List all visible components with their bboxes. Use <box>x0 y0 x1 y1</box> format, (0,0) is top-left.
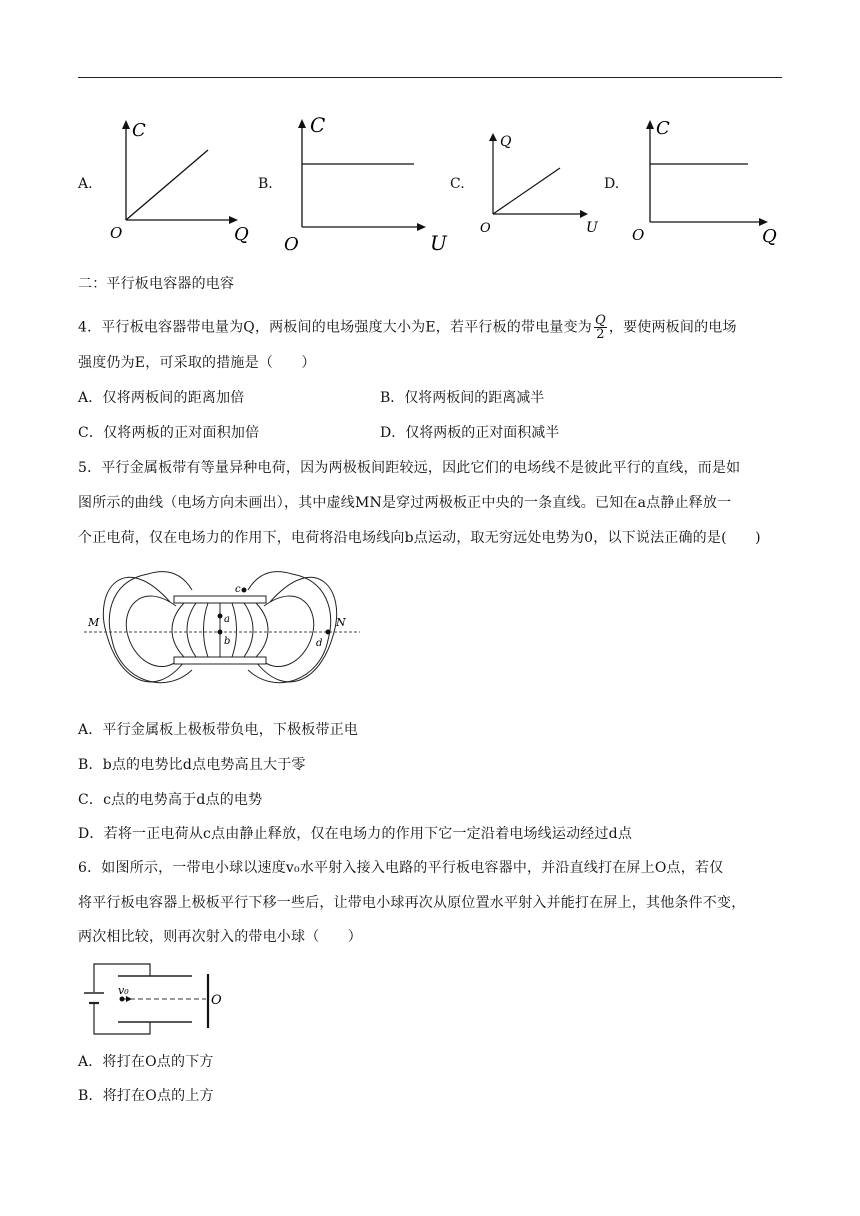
graph-d-x-label: Q <box>762 226 777 247</box>
q4-fraction <box>594 314 607 341</box>
graph-d <box>626 112 786 247</box>
q5-label-b: b <box>224 636 231 647</box>
q4-option-b: B．仅将两板间的距离减半 <box>380 390 545 406</box>
q6-label-v0: v₀ <box>118 984 129 997</box>
graph-d-y-label: C <box>656 118 670 139</box>
graph-c <box>478 126 618 241</box>
graph-b-x-label: U <box>430 231 447 255</box>
q5-field-figure <box>84 560 360 702</box>
graph-a <box>100 112 260 247</box>
q5-label-d: d <box>316 638 323 649</box>
option-c-letter: C. <box>450 176 465 192</box>
q6-label-O: O <box>211 993 222 1008</box>
graph-b-origin: O <box>284 234 299 255</box>
q4-line1-a: 4．平行板电容器带电量为Q，两板间的电场强度大小为E，若平行板的带电量变为 <box>78 319 593 336</box>
section-title: 二：平行板电容器的电容 <box>78 276 235 292</box>
q5-line2: 图所示的曲线（电场方向未画出），其中虚线MN是穿过两极板正中央的一条直线。已知在a点静止释放一 <box>78 495 732 511</box>
q4-line1 <box>78 314 737 341</box>
q5-line3: 个正电荷，仅在电场力的作用下，电荷将沿电场线向b点运动，取无穷远处电势为0，以下说法正确的是( ) <box>78 530 761 546</box>
q5-option-d: D．若将一正电荷从c点由静止释放，仅在电场力的作用下它一定沿着电场线运动经过d点 <box>78 826 633 842</box>
option-b-letter: B. <box>258 176 273 192</box>
q6-line1: 6．如图所示，一带电小球以速度v₀水平射入接入电路的平行板电容器中，并沿直线打在屏上O点，若仅 <box>78 860 724 876</box>
q5-option-a: A．平行金属板上极板带负电，下极板带正电 <box>78 722 359 738</box>
q5-label-N: N <box>336 616 346 629</box>
q6-option-b: B．将打在O点的上方 <box>78 1088 214 1104</box>
graph-a-y-label: C <box>132 120 146 141</box>
q5-label-c: c <box>235 584 241 595</box>
q4-option-a: A．仅将两板间的距离加倍 <box>78 390 245 406</box>
q4-option-d: D．仅将两板的正对面积减半 <box>380 425 560 441</box>
graph-b <box>280 112 450 255</box>
option-d-letter: D. <box>604 176 620 192</box>
q6-option-a: A．将打在O点的下方 <box>78 1054 214 1070</box>
q4-line1-b: ，要使两板间的电场 <box>608 319 737 336</box>
q4-frac-den: 2 <box>596 327 605 342</box>
q5-option-c: C．c点的电势高于d点的电势 <box>78 792 263 808</box>
q6-line2: 将平行板电容器上极板平行下移一些后，让带电小球再次从原位置水平射入并能打在屏上，其他条件不变， <box>78 895 746 911</box>
q6-line3: 两次相比较，则再次射入的带电小球（ ） <box>78 929 362 945</box>
q5-label-M: M <box>88 616 100 629</box>
q5-option-b: B．b点的电势比d点电势高且大于零 <box>78 757 306 773</box>
graph-c-y-label: Q <box>500 134 512 150</box>
q4-line2: 强度仍为E，可采取的措施是（ ） <box>78 355 316 371</box>
q5-line1: 5．平行金属板带有等量异种电荷，因为两极板间距较远，因此它们的电场线不是彼此平行的直线，而是如 <box>78 460 741 476</box>
graph-b-y-label: C <box>310 113 326 137</box>
q5-label-a: a <box>224 614 230 625</box>
q6-circuit-figure <box>80 958 230 1040</box>
graph-d-origin: O <box>632 226 645 244</box>
graph-c-x-label: U <box>586 220 598 236</box>
q4-option-c: C．仅将两板的正对面积加倍 <box>78 425 260 441</box>
graph-a-x-label: Q <box>234 224 249 245</box>
graph-c-origin: O <box>480 221 491 236</box>
option-a-letter: A. <box>78 176 93 192</box>
graph-a-origin: O <box>110 224 123 242</box>
q4-frac-num: Q <box>595 313 606 328</box>
header-rule <box>78 77 782 78</box>
